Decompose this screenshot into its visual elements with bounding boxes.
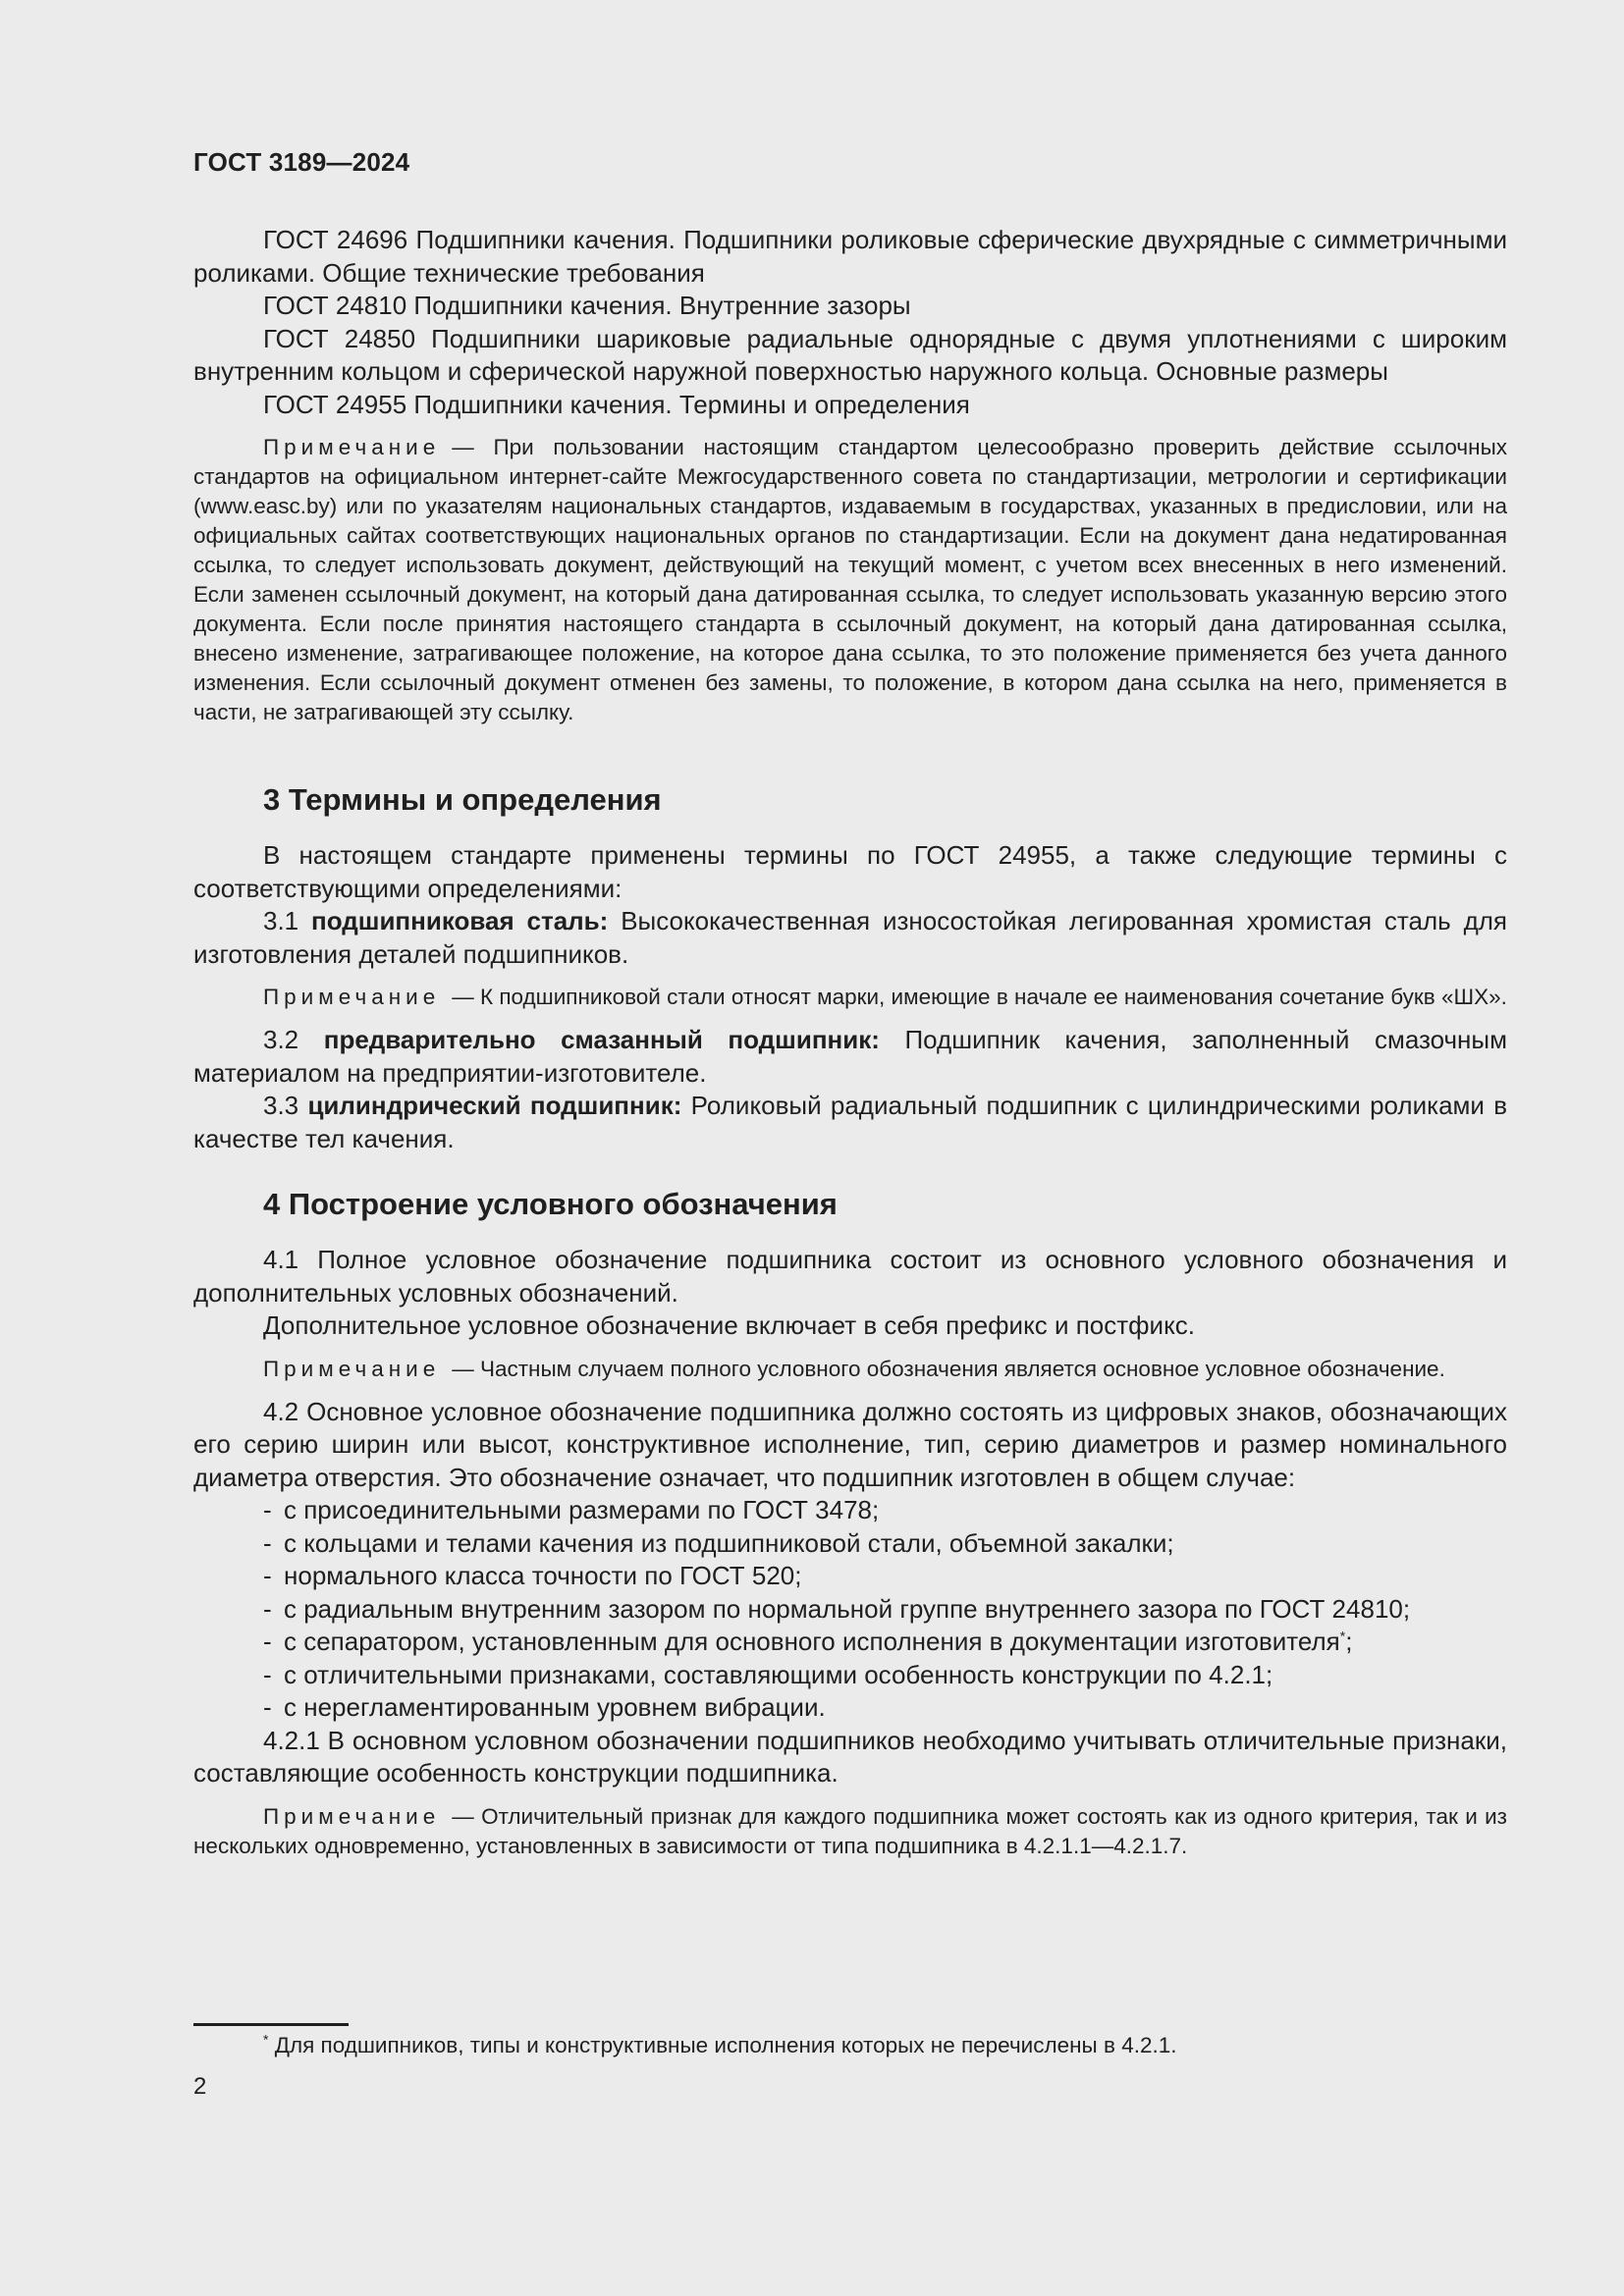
ref-gost-24810: ГОСТ 24810 Подшипники качения. Внутренние зазоры	[263, 291, 911, 320]
term-3-3	[193, 1090, 1507, 1155]
clause-4-2-list	[193, 1494, 1507, 1725]
section-3-title: 3 Термины и определения	[263, 782, 662, 817]
list-item: - нормального класса точности по ГОСТ 520;	[263, 1561, 802, 1590]
note-label: Примечание	[263, 1356, 441, 1381]
note-full-designation	[193, 1355, 1507, 1384]
footnote-divider	[193, 2023, 349, 2026]
term-number: 3.2	[263, 1025, 299, 1054]
term-definition: Роликовый радиальный подшипник с цилиндрическими роликами в качестве тел качения.	[193, 1091, 1508, 1153]
ref-gost-24955: ГОСТ 24955 Подшипники качения. Термины и определения	[263, 389, 970, 419]
note-text: — К подшипниковой стали относят марки, имеющие в начале ее наименования сочетание букв «ШХ».	[452, 985, 1507, 1009]
term-definition: Высококачественная износостойкая легированная хромистая сталь для изготовления деталей подшипников.	[193, 906, 1507, 969]
term-name: подшипниковая сталь:	[311, 906, 609, 935]
note-bearing-steel	[193, 983, 1507, 1012]
list-item: - с кольцами и телами качения из подшипниковой стали, объемной закалки;	[263, 1527, 1174, 1558]
list-item: - с сепаратором, установленным для основного исполнения в документации изготовителя*;	[263, 1627, 1353, 1656]
term-definition: Подшипник качения, заполненный смазочным материалом на предприятии-изготовителе.	[193, 1025, 1507, 1088]
section-3-intro: В настоящем стандарте применены термины по ГОСТ 24955, а также следующие термины с соответствующими определениями:	[193, 840, 1507, 903]
note-label: Примечание	[263, 1803, 441, 1829]
clause-4-1: 4.1 Полное условное обозначение подшипника состоит из основного условного обозначения и дополнительных условных обозначений.	[193, 1245, 1507, 1308]
footnote-text: Для подшипников, типы и конструктивные исполнения которых не перечислены в 4.2.1.	[274, 2033, 1177, 2057]
note-label: Примечание	[263, 435, 441, 459]
footnote	[263, 2031, 1176, 2060]
note-text: — При пользовании настоящим стандартом целесообразно проверить действие ссылочных стандартов на официальном интернет-сайте Межгосударственного совета по стандартизации, метрологии и сертификации (www.easc.by) или по указателям национальных стандартов, издаваемым в государствах, указанных в предисловии, или на официальных сайтах соответствующих национальных органов по стандартизации. Если на документ дана недатированная ссылка, то следует использовать документ, действующий на текущий момент, с учетом всех внесенных в него изменений. Если заменен ссылочный документ, на который дана датированная ссылка, то следует использовать указанную версию этого документа. Если после принятия настоящего стандарта в ссылочный документ, на который дана датированная ссылка, внесено изменение, затрагивающее положение, на которое дана ссылка, то это положение применяется без учета данного изменения. Если ссылочный документ отменен без замены, то положение, в котором дана ссылка на него, применяется в части, не затрагивающей эту ссылку.	[193, 435, 1507, 724]
term-name: предварительно смазанный подшипник:	[323, 1025, 880, 1054]
clause-4-1-additional: Дополнительное условное обозначение включает в себя префикс и постфикс.	[263, 1310, 1195, 1340]
document-header: ГОСТ 3189—2024	[193, 147, 410, 177]
page-number: 2	[193, 2073, 207, 2100]
list-item: - с присоединительными размерами по ГОСТ 3478;	[263, 1495, 880, 1524]
list-item: - с нерегламентированным уровнем вибрации.	[263, 1692, 826, 1722]
note-references	[193, 433, 1507, 727]
term-number: 3.1	[263, 906, 299, 935]
list-item: - с радиальным внутренним зазором по нормальной группе внутреннего зазора по ГОСТ 24810;	[263, 1593, 1411, 1624]
list-item: - с отличительными признаками, составляющими особенность конструкции по 4.2.1;	[263, 1659, 1273, 1689]
footnote-ref: *	[1339, 1628, 1346, 1644]
ref-gost-24850: ГОСТ 24850 Подшипники шариковые радиальные однорядные с двумя уплотнениями с широким внутренним кольцом и сферической наружной поверхностью наружного кольца. Основные размеры	[193, 323, 1507, 386]
section-4-title: 4 Построение условного обозначения	[263, 1187, 838, 1221]
page-body	[193, 224, 1507, 1861]
term-name: цилиндрический подшипник:	[307, 1091, 682, 1120]
note-distinctive-feature	[193, 1802, 1507, 1861]
note-text: — Отличительный признак для каждого подшипника может состоять как из одного критерия, так и из нескольких одновременно, установленных в зависимости от типа подшипника в 4.2.1.1—4.2.1.7.	[193, 1803, 1507, 1858]
clause-4-2: 4.2 Основное условное обозначение подшипника должно состоять из цифровых знаков, обозначающих его серию ширин или высот, конструктивное исполнение, тип, серию диаметров и размер номинального диаметра отверстия. Это обозначение означает, что подшипник изготовлен в общем случае:	[193, 1396, 1507, 1492]
note-text: — Частным случаем полного условного обозначения является основное условное обозначение.	[452, 1356, 1445, 1381]
term-3-1	[193, 905, 1507, 971]
ref-gost-24696: ГОСТ 24696 Подшипники качения. Подшипники роликовые сферические двухрядные с симметричными роликами. Общие технические требования	[193, 225, 1507, 288]
clause-4-2-1: 4.2.1 В основном условном обозначении подшипников необходимо учитывать отличительные признаки, составляющие особенность конструкции подшипника.	[193, 1725, 1507, 1788]
term-number: 3.3	[263, 1091, 299, 1120]
footnote-mark: *	[263, 2031, 269, 2048]
note-label: Примечание	[263, 985, 441, 1009]
term-3-2	[193, 1024, 1507, 1090]
